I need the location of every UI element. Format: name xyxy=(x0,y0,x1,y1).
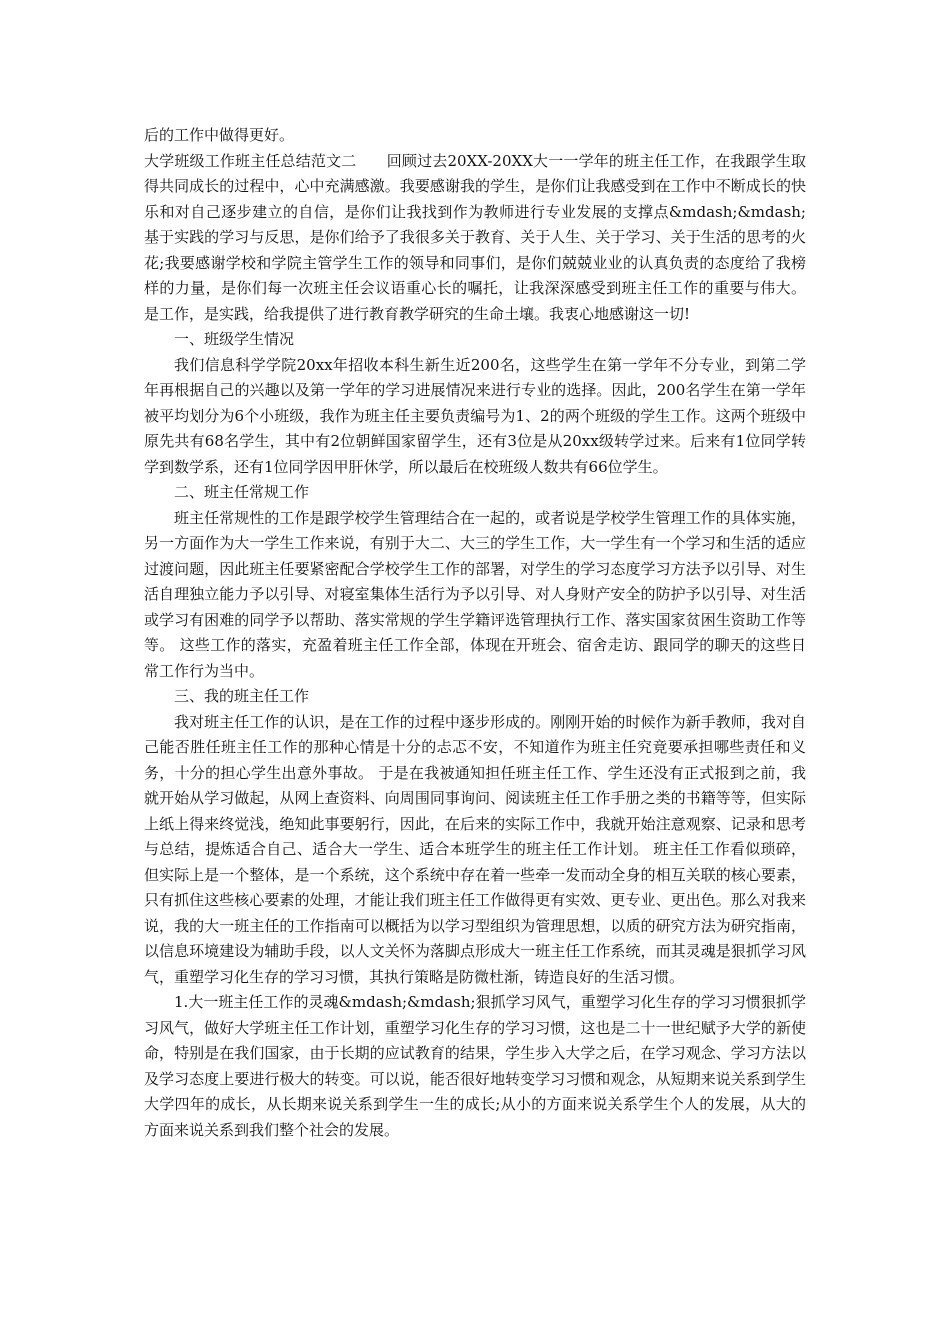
section-heading-routine-work: 二、班主任常规工作 xyxy=(174,483,310,501)
paragraph-intro: 大学班级工作班主任总结范文二 回顾过去20XX-20XX大一一学年的班主任工作，在我跟学生取得共同成长的过程中，心中充满感激。我要感谢我的学生，是你们让我感受到在工作中不断成长的快乐和对自己逐步建立的自信，是你们让我找到作为教师进行专业发展的支撑点&mdash;&mdash;基于实践的学习与反思，是你们给予了我很多关于教育、关于人生、关于学习、关于生活的思考的火花;我要感谢学校和学院主管学生工作的领导和同事们，是你们兢兢业业的认真负责的态度给了我榜样的力量，是你们每一次班主任会议语重心长的嘱托，让我深深感受到班主任工作的重要与伟大。 是工作，是实践，给我提供了进行教育教学研究的生命土壤。我衷心地感谢这一切! xyxy=(144,151,806,323)
paragraph-my-work: 我对班主任工作的认识，是在工作的过程中逐步形成的。刚刚开始的时候作为新手教师，我对自己能否胜任班主任工作的那种心情是十分的忐忑不安，不知道作为班主任究竟要承担哪些责任和义务，十分的担心学生出意外事故。 于是在我被通知担任班主任工作、学生还没有正式报到之前，我就开始从学习做起，从网上查资料、向周围同事询问、阅读班主任工作手册之类的书籍等等，但实际上纸上得来终觉浅，绝知此事要躬行，因此，在后来的实际工作中，我就开始注意观察、记录和思考与总结，提炼适合自己、适合大一学生、适合本班学生的班主任工作计划。 班主任工作看似琐碎，但实际上是一个整体，是一个系统，这个系统中存在着一些牵一发而动全身的相互关联的核心要素，只有抓住这些核心要素的处理，才能让我们班主任工作做得更有实效、更专业、更出色。那么对我来说，我的大一班主任的工作指南可以概括为以学习型组织为管理思想，以质的研究方法为研究指南，以信息环境建设为辅助手段，以人文关怀为落脚点形成大一班主任工作系统，而其灵魂是狠抓学习风气，重塑学习化生存的学习习惯，其执行策略是防微杜渐，铸造良好的生活习惯。 xyxy=(144,712,806,986)
section-heading-my-work: 三、我的班主任工作 xyxy=(174,687,310,705)
paragraph-continuation: 后的工作中做得更好。 xyxy=(144,126,295,144)
section-heading-class-status: 一、班级学生情况 xyxy=(174,330,295,348)
document-body xyxy=(144,123,806,1143)
paragraph-study-culture: 1.大一班主任工作的灵魂&mdash;&mdash;狠抓学习风气，重塑学习化生存的学习习惯狠抓学习风气，做好大学班主任工作计划，重塑学习化生存的学习习惯，这也是二十一世纪赋予大学的新使命，特别是在我们国家，由于长期的应试教育的结果，学生步入大学之后，在学习观念、学习方法以及学习态度上要进行极大的转变。可以说，能否很好地转变学习习惯和观念，从短期来说关系到学生大学四年的成长，从长期来说关系到学生一生的成长;从小的方面来说关系学生个人的发展，从大的方面来说关系到我们整个社会的发展。 xyxy=(144,993,806,1139)
paragraph-routine-work: 班主任常规性的工作是跟学校学生管理结合在一起的，或者说是学校学生管理工作的具体实施，另一方面作为大一学生工作来说，有别于大二、大三的学生工作，大一学生有一个学习和生活的适应过渡问题，因此班主任要紧密配合学校学生工作的部署，对学生的学习态度学习方法予以引导、对生活自理独立能力予以引导、对寝室集体生活行为予以引导、对人身财产安全的防护予以引导、对生活或学习有困难的同学予以帮助、落实常规的学生学籍评选管理执行工作、落实国家贫困生资助工作等等。 这些工作的落实，充盈着班主任工作全部，体现在开班会、宿舍走访、跟同学的聊天的这些日常工作行为当中。 xyxy=(144,508,806,680)
paragraph-class-status: 我们信息科学学院20xx年招收本科生新生近200名，这些学生在第一学年不分专业，到第二学年再根据自己的兴趣以及第一学年的学习进展情况来进行专业的选择。因此，200名学生在第一学年被平均划分为6个小班级，我作为班主任主要负责编号为1、2的两个班级的学生工作。这两个班级中原先共有68名学生，其中有2位朝鲜国家留学生，还有3位是从20xx级转学过来。后来有1位同学转学到数学系，还有1位同学因甲肝休学，所以最后在校班级人数共有66位学生。 xyxy=(144,355,806,476)
